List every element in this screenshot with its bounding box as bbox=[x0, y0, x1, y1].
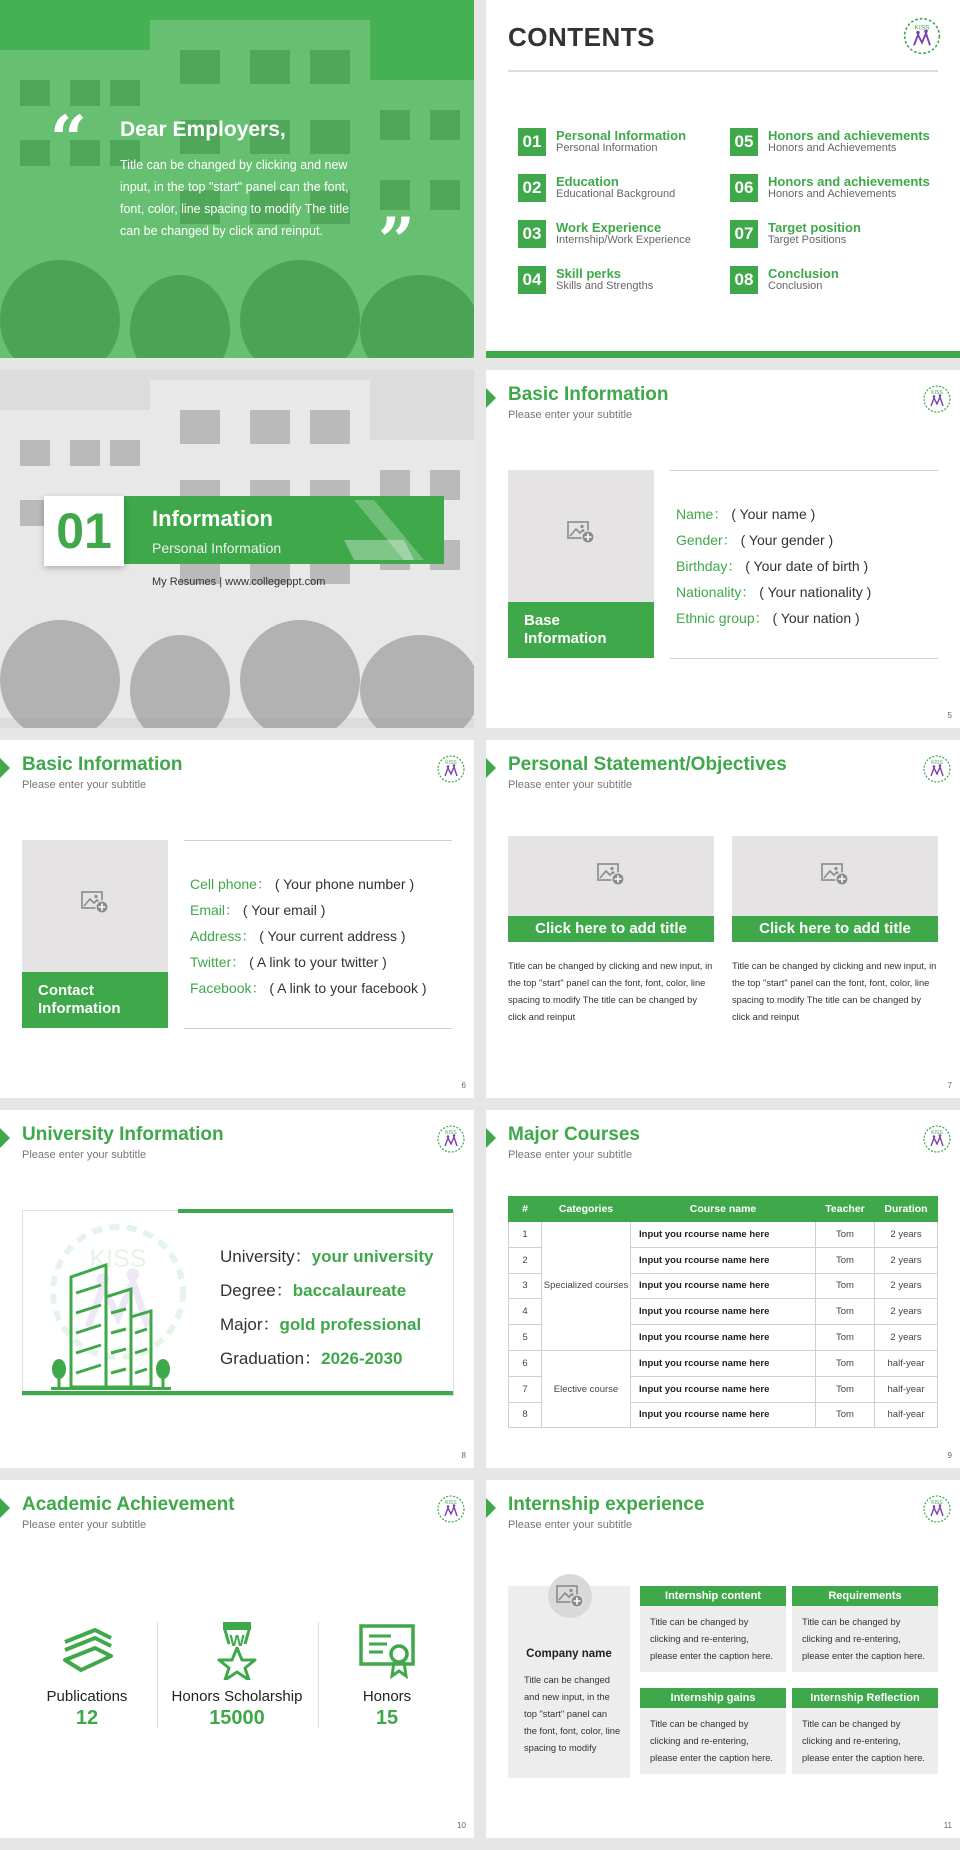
school-logo-icon bbox=[436, 754, 466, 784]
open-quote-icon: “ bbox=[50, 102, 87, 177]
section-title: Information bbox=[152, 506, 273, 531]
slide-dear-employers bbox=[0, 0, 474, 358]
info-row: Cell phone： ( Your phone number ) bbox=[190, 876, 415, 892]
table-row: 8 Input you rcourse name here Tom half-year bbox=[509, 1402, 938, 1428]
box-header: Internship Reflection bbox=[792, 1688, 938, 1708]
university-row: University：your university bbox=[220, 1247, 434, 1266]
contents-subtitle: Educational Background bbox=[556, 188, 676, 200]
image-placeholder-icon bbox=[821, 862, 849, 886]
school-logo-icon bbox=[922, 754, 952, 784]
page-number: 5 bbox=[947, 711, 952, 720]
contents-number: 03 bbox=[518, 220, 546, 248]
page-number: 9 bbox=[947, 1451, 952, 1460]
info-row: Email： ( Your email ) bbox=[190, 902, 326, 918]
company-name: Company name bbox=[526, 1648, 612, 1660]
slide-subtitle: Please enter your subtitle bbox=[22, 1149, 147, 1161]
achievement-scholarship bbox=[162, 1620, 312, 1730]
divider bbox=[670, 658, 938, 659]
slide-title: Academic Achievement bbox=[22, 1494, 235, 1515]
accent-line bbox=[22, 1391, 453, 1395]
photo-placeholder[interactable] bbox=[22, 840, 168, 1028]
info-row: Nationality： ( Your nationality ) bbox=[676, 584, 872, 600]
image-placeholder-icon bbox=[81, 890, 109, 914]
slide-subtitle: Please enter your subtitle bbox=[508, 1519, 633, 1531]
slide-subtitle: Please enter your subtitle bbox=[508, 779, 633, 791]
header-arrow-icon bbox=[486, 1498, 496, 1518]
slide-academic-achievement bbox=[0, 1480, 474, 1838]
slide-personal-statement bbox=[486, 740, 960, 1098]
achievement-label: Publications bbox=[46, 1688, 128, 1705]
school-logo-icon bbox=[922, 384, 952, 414]
header-arrow-icon bbox=[486, 388, 496, 408]
slide-basic-information bbox=[486, 370, 960, 728]
table-row: 6 Elective course Input you rcourse name here Tom half-year bbox=[509, 1350, 938, 1376]
statement-text: Title can be changed by clicking and new input, in the top "start" panel can the font, font, color, line spacing to modify The title can be changed by click and reinput bbox=[732, 961, 937, 1022]
slide-title: Internship experience bbox=[508, 1494, 705, 1515]
contents-title: Work Experience bbox=[556, 220, 662, 235]
contents-subtitle: Internship/Work Experience bbox=[556, 234, 691, 246]
slide-body: Title can be changed by clicking and new input, in the top "start" panel can the font, font, color, line spacing to modify The title can be changed by click and reinput. bbox=[120, 158, 350, 238]
contents-subtitle: Honors and Achievements bbox=[768, 188, 897, 200]
school-logo-icon bbox=[436, 1124, 466, 1154]
header-arrow-icon bbox=[486, 758, 496, 778]
image-placeholder-icon bbox=[556, 1584, 584, 1608]
image-placeholder-icon bbox=[597, 862, 625, 886]
achievement-publications bbox=[12, 1620, 162, 1730]
building-icon bbox=[51, 1257, 171, 1393]
page-number: 6 bbox=[461, 1081, 466, 1090]
info-row: Birthday： ( Your date of birth ) bbox=[676, 558, 869, 574]
section-caption: My Resumes | www.collegeppt.com bbox=[152, 576, 326, 588]
books-icon bbox=[57, 1620, 117, 1680]
slide-title: Dear Employers, bbox=[120, 118, 286, 141]
statement-card bbox=[732, 836, 938, 1026]
page-number: 8 bbox=[461, 1451, 466, 1460]
card-label: Base Information bbox=[508, 602, 654, 658]
company-card bbox=[508, 1586, 630, 1778]
box-header: Requirements bbox=[792, 1586, 938, 1606]
divider bbox=[670, 470, 938, 471]
certificate-icon bbox=[357, 1620, 417, 1680]
graduation-row: Graduation：2026-2030 bbox=[220, 1349, 403, 1368]
divider bbox=[184, 840, 452, 841]
info-row: Name： ( Your name ) bbox=[676, 506, 816, 522]
statement-text: Title can be changed by clicking and new input, in the top "start" panel can the font, font, color, line spacing to modify The title can be changed by click and reinput bbox=[508, 961, 713, 1022]
slide-contact-information bbox=[0, 740, 474, 1098]
contents-title: Honors and achievements bbox=[768, 128, 930, 143]
slide-contents bbox=[486, 0, 960, 358]
achievement-value: 15000 bbox=[209, 1707, 265, 1729]
decor-stripes bbox=[344, 500, 434, 560]
slide-subtitle: Please enter your subtitle bbox=[22, 779, 147, 791]
add-title-button[interactable]: Click here to add title bbox=[732, 916, 938, 942]
school-logo-icon bbox=[436, 1494, 466, 1524]
add-title-button[interactable]: Click here to add title bbox=[508, 916, 714, 942]
page-number: 7 bbox=[947, 1081, 952, 1090]
contents-title: Education bbox=[556, 174, 619, 189]
table-row: 2 Input you rcourse name here Tom 2 years bbox=[509, 1247, 938, 1273]
contents-number: 06 bbox=[730, 174, 758, 202]
slide-major-courses bbox=[486, 1110, 960, 1468]
slide-university-information bbox=[0, 1110, 474, 1468]
category-cell: Specialized courses bbox=[542, 1222, 631, 1351]
school-logo-icon bbox=[922, 1124, 952, 1154]
bottom-accent-bar bbox=[486, 351, 960, 358]
info-row: Gender： ( Your gender ) bbox=[676, 532, 834, 548]
company-text: Title can be changed and new input, in the top "start" panel can the font, font, color, line spacing to modify bbox=[524, 1675, 621, 1753]
page-number: 10 bbox=[457, 1821, 466, 1830]
achievement-value: 15 bbox=[375, 1707, 399, 1729]
school-logo-icon bbox=[922, 1494, 952, 1524]
table-row: 4 Input you rcourse name here Tom 2 years bbox=[509, 1299, 938, 1325]
box-text: Title can be changed by clicking and re-entering, please enter the caption here. bbox=[650, 1719, 774, 1763]
contents-subtitle: Honors and Achievements bbox=[768, 142, 897, 154]
school-logo-icon bbox=[902, 16, 942, 56]
close-quote-icon: ” bbox=[378, 204, 415, 279]
internship-box bbox=[640, 1586, 786, 1672]
page-number: 11 bbox=[943, 1821, 952, 1830]
info-row: Twitter： ( A link to your twitter ) bbox=[190, 954, 387, 970]
box-text: Title can be changed by clicking and re-entering, please enter the caption here. bbox=[650, 1617, 774, 1661]
major-row: Major：gold professional bbox=[220, 1315, 422, 1334]
contents-title: Honors and achievements bbox=[768, 174, 930, 189]
column-header: Teacher bbox=[816, 1197, 875, 1222]
medal-icon bbox=[207, 1620, 267, 1680]
header-arrow-icon bbox=[0, 758, 10, 778]
contents-subtitle: Personal Information bbox=[556, 142, 658, 154]
slide-subtitle: Please enter your subtitle bbox=[508, 409, 633, 421]
internship-box bbox=[792, 1586, 938, 1672]
slide-title: CONTENTS bbox=[508, 22, 655, 52]
degree-row: Degree：baccalaureate bbox=[220, 1281, 407, 1300]
contents-title: Skill perks bbox=[556, 266, 622, 281]
column-header: Duration bbox=[875, 1197, 938, 1222]
header-arrow-icon bbox=[0, 1498, 10, 1518]
svg-text:W: W bbox=[229, 1633, 245, 1650]
section-subtitle: Personal Information bbox=[152, 540, 282, 556]
table-header bbox=[509, 1197, 938, 1222]
contents-number: 01 bbox=[518, 128, 546, 156]
table-row: 1 Specialized courses Input you rcourse name here Tom 2 years bbox=[509, 1222, 938, 1248]
header-arrow-icon bbox=[486, 1128, 496, 1148]
section-number-box bbox=[44, 496, 124, 566]
box-text: Title can be changed by clicking and re-entering, please enter the caption here. bbox=[802, 1617, 926, 1661]
table-row: 5 Input you rcourse name here Tom 2 years bbox=[509, 1325, 938, 1351]
achievement-value: 12 bbox=[75, 1707, 99, 1729]
contents-title: Personal Information bbox=[556, 128, 687, 143]
slide-title: University Information bbox=[22, 1124, 224, 1145]
section-number: 01 bbox=[56, 503, 112, 559]
box-header: Internship gains bbox=[640, 1688, 786, 1708]
contents-subtitle: Target Positions bbox=[768, 234, 847, 246]
category-cell: Elective course bbox=[542, 1350, 631, 1427]
photo-placeholder[interactable] bbox=[732, 836, 938, 916]
internship-box bbox=[792, 1688, 938, 1774]
column-header: Categories bbox=[542, 1197, 631, 1222]
contents-number: 02 bbox=[518, 174, 546, 202]
internship-box bbox=[640, 1688, 786, 1774]
contents-number: 08 bbox=[730, 266, 758, 294]
contents-number: 04 bbox=[518, 266, 546, 294]
slide-internship-experience bbox=[486, 1480, 960, 1838]
company-logo-placeholder[interactable] bbox=[548, 1574, 592, 1618]
image-placeholder-icon bbox=[567, 520, 595, 544]
table-row: 3 Input you rcourse name here Tom 2 years bbox=[509, 1273, 938, 1299]
box-text: Title can be changed by clicking and re-entering, please enter the caption here. bbox=[802, 1719, 926, 1763]
contents-title: Target position bbox=[768, 220, 861, 235]
header-arrow-icon bbox=[0, 1128, 10, 1148]
info-row: Ethnic group： ( Your nation ) bbox=[676, 610, 860, 626]
table-row: 7 Input you rcourse name here Tom half-year bbox=[509, 1376, 938, 1402]
divider bbox=[157, 1622, 158, 1728]
photo-placeholder[interactable] bbox=[508, 470, 654, 658]
slide-subtitle: Please enter your subtitle bbox=[22, 1519, 147, 1531]
slide-title: Major Courses bbox=[508, 1124, 640, 1145]
courses-table bbox=[508, 1196, 938, 1428]
contents-subtitle: Skills and Strengths bbox=[556, 280, 654, 292]
column-header: # bbox=[509, 1197, 542, 1222]
slide-subtitle: Please enter your subtitle bbox=[508, 1149, 633, 1161]
slide-title: Personal Statement/Objectives bbox=[508, 754, 787, 775]
contents-title: Conclusion bbox=[768, 266, 839, 281]
achievement-label: Honors bbox=[362, 1688, 412, 1705]
divider bbox=[508, 70, 938, 72]
accent-line bbox=[178, 1209, 453, 1213]
slide-title: Basic Information bbox=[22, 754, 183, 775]
achievement-honors bbox=[312, 1620, 462, 1730]
column-header: Course name bbox=[631, 1197, 816, 1222]
slide-section-information bbox=[0, 370, 474, 728]
info-row: Address： ( Your current address ) bbox=[190, 928, 406, 944]
box-header: Internship content bbox=[640, 1586, 786, 1606]
divider bbox=[184, 1028, 452, 1029]
slide-title: Basic Information bbox=[508, 384, 669, 405]
photo-placeholder[interactable] bbox=[508, 836, 714, 916]
card-label: Contact Information bbox=[22, 972, 168, 1028]
contents-number: 05 bbox=[730, 128, 758, 156]
achievement-label: Honors Scholarship bbox=[171, 1688, 303, 1705]
statement-card bbox=[508, 836, 714, 1026]
contents-subtitle: Conclusion bbox=[768, 280, 823, 292]
info-row: Facebook： ( A link to your facebook ) bbox=[190, 980, 427, 996]
contents-number: 07 bbox=[730, 220, 758, 248]
